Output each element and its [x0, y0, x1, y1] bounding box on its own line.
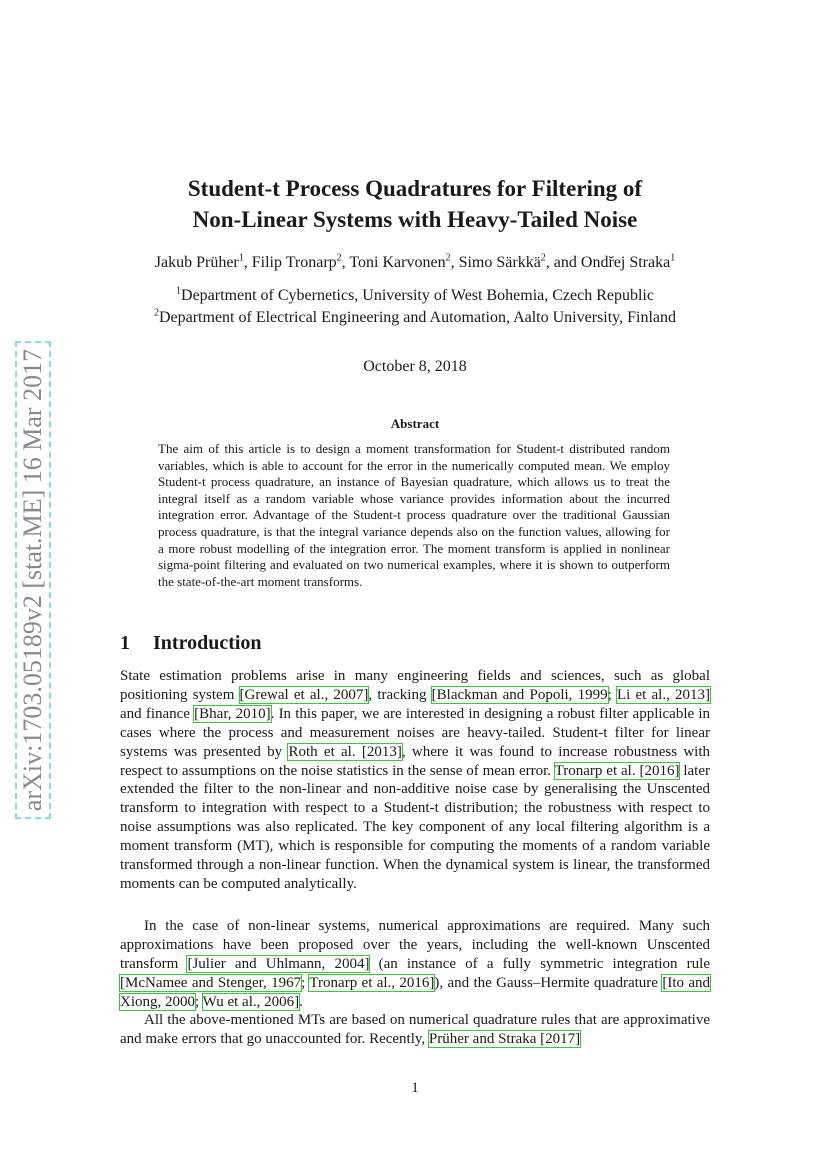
arxiv-sidebar [12, 320, 54, 840]
citation-link[interactable]: Li et al., 2013] [616, 686, 710, 703]
section-heading [120, 632, 262, 655]
section-title: Introduction [153, 632, 262, 654]
citation-link[interactable]: Wu et al., 2006] [202, 993, 300, 1010]
citation-link[interactable]: Tronarp et al. [2016] [554, 762, 680, 779]
citation-link[interactable]: Roth et al. [2013] [288, 743, 402, 760]
citation-link[interactable]: [Ito and Xiong, 2000 [120, 974, 710, 1010]
author: Simo Särkkä$^2$ [458, 252, 546, 271]
title-line-1: Student-t Process Quadratures for Filtering of [187, 176, 643, 201]
author: Filip Tronarp$^2$ [251, 252, 342, 271]
title-line-2: Non-Linear Systems with Heavy-Tailed Noise [192, 207, 638, 232]
citation-link[interactable]: Tronarp et al., 2016] [309, 974, 435, 991]
author-list: Jakub Prüher$^1$, Filip Tronarp$^2$, Toni Karvonen$^2$, Simo Särkkä$^2$, and Ondřej Straka$^1$ [154, 252, 676, 271]
page-number: 1 [411, 1080, 419, 1096]
intro-paragraph-1: State estimation problems arise in many engineering fields and sciences, such as global positioning system [Grewal et al., 2007], tracking [Blackman and Popoli, 1999; Li et al., 2013] and finance [Bhar, 2010]. In this paper, we are interested in designing a robust filter applicable in cases where the process and measurement noises are heavy-tailed. Student-t filter for linear systems was presented by Roth et al. [2013], where it was found to increase robustness with respect to assumptions on the noise statistics in the sense of mean error. Tronarp et al. [2016] later extended the filter to the non-linear and non-additive noise case by generalising the Unscented transform to integration with respect to a Student-t distribution; the robustness with respect to noise assumptions was also replicated. The key component of any local filtering algorithm is a moment transform (MT), which is responsible for computing the moments of a random variable transformed through a non-linear function. When the dynamical system is linear, the transformed moments can be computed analytically. [120, 668, 711, 892]
author: Ondřej Straka$^1$ [580, 252, 676, 271]
intro-paragraph-3: All the above-mentioned MTs are based on numerical quadrature rules that are approximative and make errors that go unaccounted for. Recently, Prüher and Straka [2017] [120, 1012, 710, 1047]
affiliation-2: $^2$Department of Electrical Engineering and Automation, Aalto University, Finland [153, 307, 677, 326]
intro-paragraph-2: In the case of non-linear systems, numerical approximations are required. Many such approximations have been proposed over the years, including the well-known Unscented transform [Julier and Uhlmann, 2004] (an instance of a fully symmetric integration rule [McNamee and Stenger, 1967; Tronarp et al., 2016]), and the Gauss–Hermite quadrature [Ito and Xiong, 2000; Wu et al., 2006]. [120, 918, 710, 1010]
abstract-text: The aim of this article is to design a moment transformation for Student-t distributed random variables, which is able to account for the error in the numerically computed mean. We employ Student-t process quadrature, an instance of Bayesian quadrature, which allows us to treat the integral itself as a random variable whose variance provides information about the incurred integration error. Advantage of the Student-t process quadrature over the traditional Gaussian process quadrature, is that the integral variance depends also on the function values, allowing for a more robust modelling of the integration error. The moment transform is applied in nonlinear sigma-point filtering and evaluated on two numerical examples, where it is shown to outperform the state-of-the-art moment transforms. [158, 441, 670, 589]
citation-link[interactable]: [Julier and Uhlmann, 2004] [187, 955, 370, 972]
arxiv-identifier[interactable]: arXiv:1703.05189v2 [stat.ME] 16 Mar 2017 [15, 341, 51, 819]
abstract-heading: Abstract [390, 416, 440, 431]
paper-title [120, 173, 710, 235]
affiliation-1: $^1$Department of Cybernetics, University of West Bohemia, Czech Republic [176, 285, 654, 304]
section-number: 1 [120, 632, 130, 654]
paper-date: October 8, 2018 [363, 358, 467, 375]
author: Toni Karvonen$^2$ [349, 252, 451, 271]
citation-link[interactable]: [McNamee and Stenger, 1967 [120, 974, 302, 991]
citation-link[interactable]: Prüher and Straka [2017] [428, 1030, 581, 1047]
citation-link[interactable]: [Grewal et al., 2007] [239, 686, 369, 703]
author: Jakub Prüher$^1$ [154, 252, 244, 271]
citation-link[interactable]: [Bhar, 2010] [194, 705, 271, 722]
citation-link[interactable]: [Blackman and Popoli, 1999 [431, 686, 608, 703]
